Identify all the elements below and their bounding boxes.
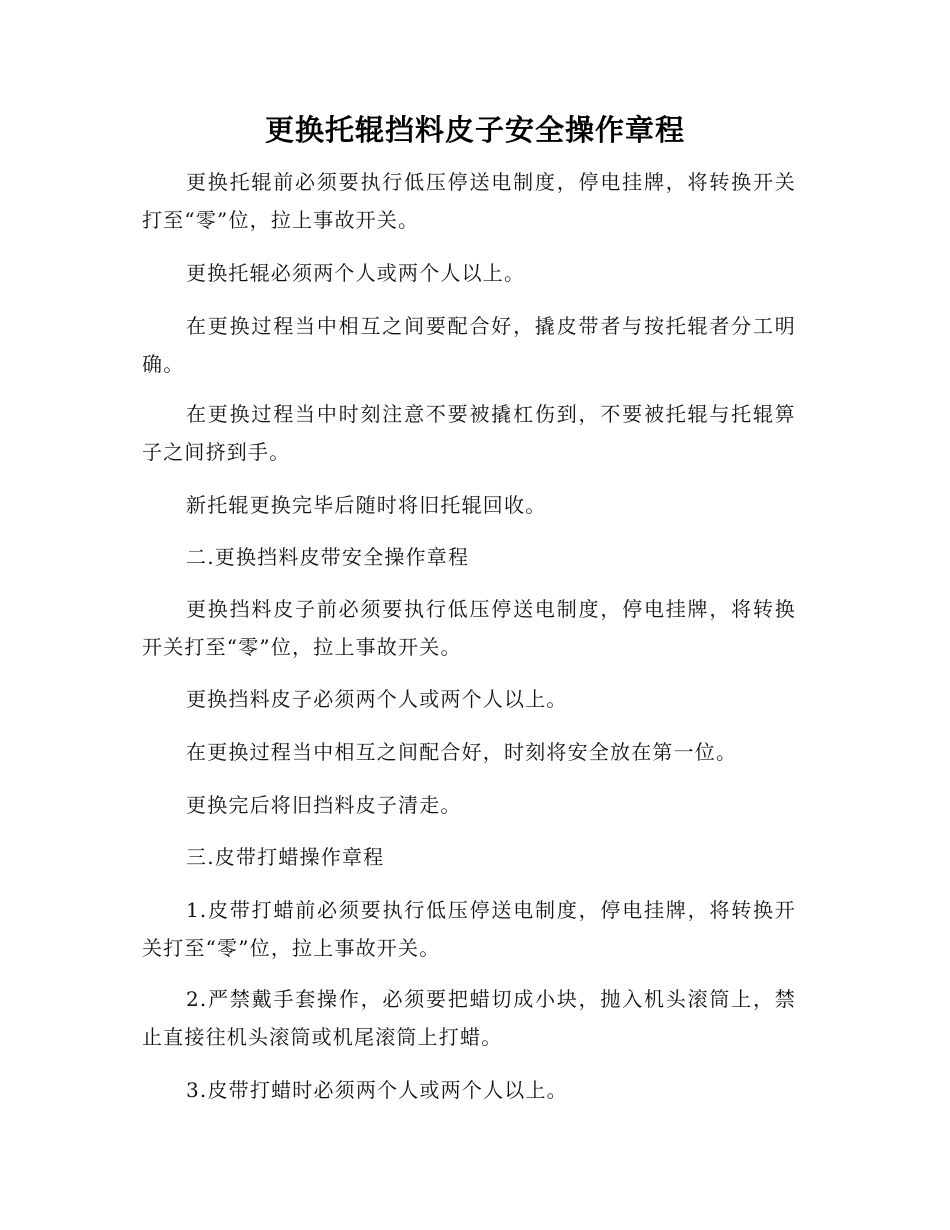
paragraph: 新托辊更换完毕后随时将旧托辊回收。 (186, 493, 547, 517)
section-heading: 三.皮带打蜡操作章程 (186, 845, 385, 869)
paragraph: 更换挡料皮子前必须要执行低压停送电制度，停电挂牌，将转换开关打至“零”位，拉上事故开关。 (142, 597, 796, 659)
document-title: 更换托辊挡料皮子安全操作章程 (264, 113, 685, 147)
paragraph: 更换托辊前必须要执行低压停送电制度，停电挂牌，将转换开关打至“零”位，拉上事故开关。 (142, 170, 796, 232)
section-heading: 二.更换挡料皮带安全操作章程 (186, 545, 470, 569)
paragraph: 在更换过程当中相互之间要配合好，撬皮带者与按托辊者分工明确。 (142, 314, 796, 376)
paragraph: 更换挡料皮子必须两个人或两个人以上。 (186, 687, 568, 711)
list-item: 3.皮带打蜡时必须两个人或两个人以上。 (186, 1078, 568, 1102)
list-item: 2.严禁戴手套操作，必须要把蜡切成小块，抛入机头滚筒上，禁止直接往机头滚筒或机尾滚筒上打蜡。 (142, 987, 796, 1049)
list-item: 1.皮带打蜡前必须要执行低压停送电制度，停电挂牌，将转换开关打至“零”位，拉上事故开关。 (142, 898, 796, 960)
paragraph: 在更换过程当中时刻注意不要被撬杠伤到，不要被托辊与托辊箅子之间挤到手。 (142, 402, 796, 464)
paragraph: 更换托辊必须两个人或两个人以上。 (186, 261, 526, 285)
paragraph: 更换完后将旧挡料皮子清走。 (186, 793, 462, 817)
paragraph: 在更换过程当中相互之间配合好，时刻将安全放在第一位。 (186, 740, 738, 764)
